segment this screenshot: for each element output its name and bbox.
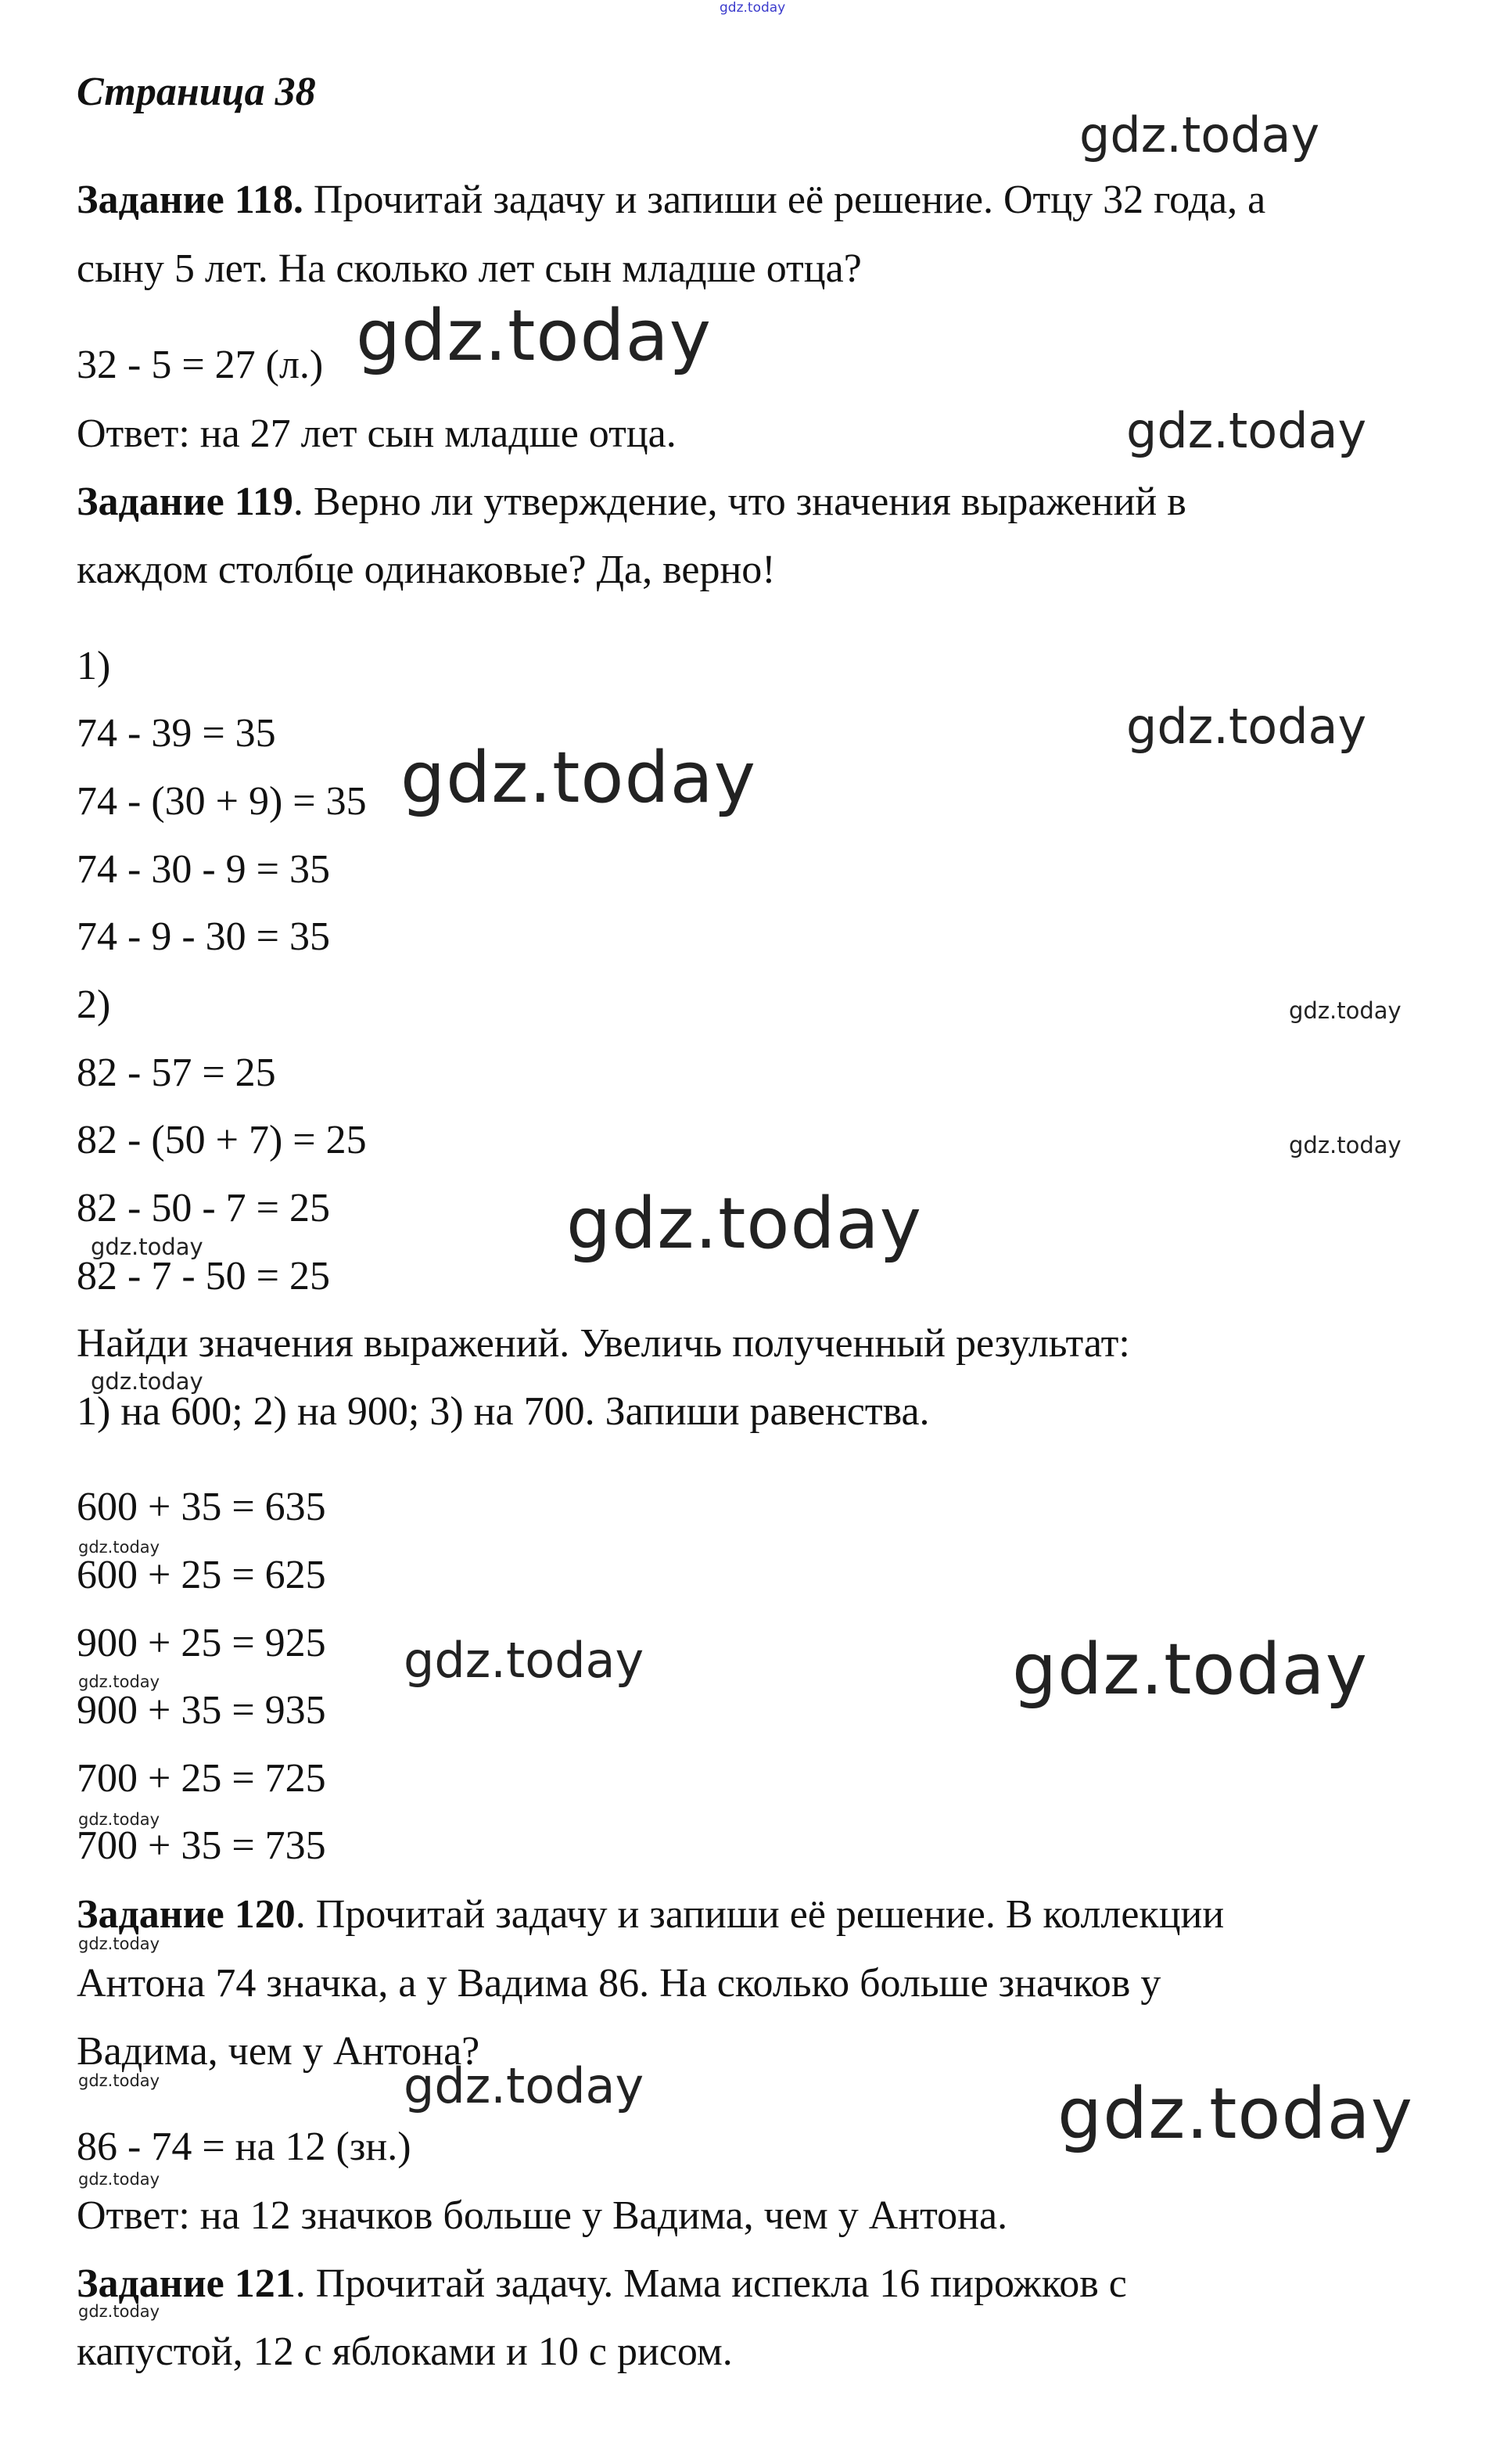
task-120-solution: 86 - 74 = на 12 (зн.) bbox=[77, 2125, 411, 2169]
task-119-col2-expr-3: 82 - 50 - 7 = 25 bbox=[77, 1186, 330, 1230]
watermark: gdz.today bbox=[1057, 2073, 1414, 2155]
watermark: gdz.today bbox=[91, 1368, 203, 1395]
task-119-extra-text-2: 1) на 600; 2) на 900; 3) на 700. Запиши равенства. bbox=[77, 1389, 930, 1434]
watermark: gdz.today bbox=[78, 1934, 160, 1953]
task-118-answer: Ответ: на 27 лет сын младше отца. bbox=[77, 411, 677, 456]
watermark: gdz.today bbox=[400, 737, 757, 819]
task-120-label: Задание 120 bbox=[77, 1892, 296, 1937]
watermark: gdz.today bbox=[78, 2170, 160, 2189]
task-119-col2-expr-1: 82 - 57 = 25 bbox=[77, 1051, 276, 1095]
watermark: gdz.today bbox=[78, 1810, 160, 1829]
task-121-text-1: . Прочитай задачу. Мама испекла 16 пирожков с bbox=[295, 2261, 1127, 2306]
task-119-col2-expr-4: 82 - 7 - 50 = 25 bbox=[77, 1254, 330, 1298]
watermark: gdz.today bbox=[1012, 1629, 1369, 1711]
watermark: gdz.today bbox=[404, 2057, 644, 2114]
task-119-col1-expr-4: 74 - 9 - 30 = 35 bbox=[77, 914, 330, 959]
watermark: gdz.today bbox=[1079, 106, 1320, 163]
task-119-col1-expr-2: 74 - (30 + 9) = 35 bbox=[77, 779, 367, 824]
task-119-equality-5: 700 + 25 = 725 bbox=[77, 1756, 326, 1801]
task-120-line-1 bbox=[77, 1891, 1224, 1938]
watermark: gdz.today bbox=[78, 1538, 160, 1557]
task-119-equality-2: 600 + 25 = 625 bbox=[77, 1553, 326, 1597]
watermark: gdz.today bbox=[78, 1672, 160, 1691]
task-118-line-1 bbox=[77, 177, 1265, 224]
watermark: gdz.today bbox=[1126, 402, 1367, 459]
task-120-text-1: . Прочитай задачу и запиши её решение. В коллекции bbox=[295, 1892, 1225, 1937]
task-120-text-2: Антона 74 значка, а у Вадима 86. На сколько больше значков у bbox=[77, 1961, 1161, 2006]
task-118-text-1: Прочитай задачу и запиши её решение. Отцу 32 года, а bbox=[303, 178, 1266, 222]
task-119-text-1: . Верно ли утверждение, что значения выражений в bbox=[293, 480, 1186, 524]
task-119-line-1 bbox=[77, 479, 1186, 526]
task-119-equality-1: 600 + 35 = 635 bbox=[77, 1485, 326, 1529]
task-118-solution: 32 - 5 = 27 (л.) bbox=[77, 343, 324, 387]
page-title: Страница 38 bbox=[77, 70, 316, 114]
task-119-text-2: каждом столбце одинаковые? Да, верно! bbox=[77, 548, 776, 592]
task-120-text-3: Вадима, чем у Антона? bbox=[77, 2029, 480, 2074]
task-119-col1-label: 1) bbox=[77, 644, 111, 688]
watermark: gdz.today bbox=[1289, 997, 1402, 1024]
task-118-label: Задание 118. bbox=[77, 178, 303, 222]
task-118-text-2: сыну 5 лет. На сколько лет сын младше отца? bbox=[77, 246, 862, 291]
task-121-line-1 bbox=[77, 2261, 1127, 2308]
task-120-answer: Ответ: на 12 значков больше у Вадима, чем у Антона. bbox=[77, 2193, 1008, 2238]
watermark: gdz.today bbox=[566, 1183, 923, 1265]
task-121-label: Задание 121 bbox=[77, 2261, 296, 2306]
watermark: gdz.today bbox=[78, 2302, 160, 2321]
task-119-label: Задание 119 bbox=[77, 480, 293, 524]
watermark: gdz.today bbox=[91, 1234, 203, 1260]
task-119-equality-6: 700 + 35 = 735 bbox=[77, 1823, 326, 1868]
task-119-col1-expr-3: 74 - 30 - 9 = 35 bbox=[77, 847, 330, 892]
task-119-extra-text-1: Найди значения выражений. Увеличь полученный результат: bbox=[77, 1321, 1130, 1366]
task-119-equality-4: 900 + 35 = 935 bbox=[77, 1688, 326, 1733]
watermark: gdz.today bbox=[404, 1632, 644, 1689]
task-119-col2-label: 2) bbox=[77, 982, 111, 1027]
task-119-col1-expr-1: 74 - 39 = 35 bbox=[77, 711, 276, 756]
watermark-top: gdz.today bbox=[720, 0, 786, 16]
task-119-equality-3: 900 + 25 = 925 bbox=[77, 1621, 326, 1665]
watermark: gdz.today bbox=[78, 2071, 160, 2090]
watermark: gdz.today bbox=[1289, 1132, 1402, 1158]
task-119-col2-expr-2: 82 - (50 + 7) = 25 bbox=[77, 1118, 367, 1162]
watermark: gdz.today bbox=[1126, 698, 1367, 755]
watermark: gdz.today bbox=[356, 295, 712, 377]
task-121-text-2: капустой, 12 с яблоками и 10 с рисом. bbox=[77, 2329, 733, 2374]
